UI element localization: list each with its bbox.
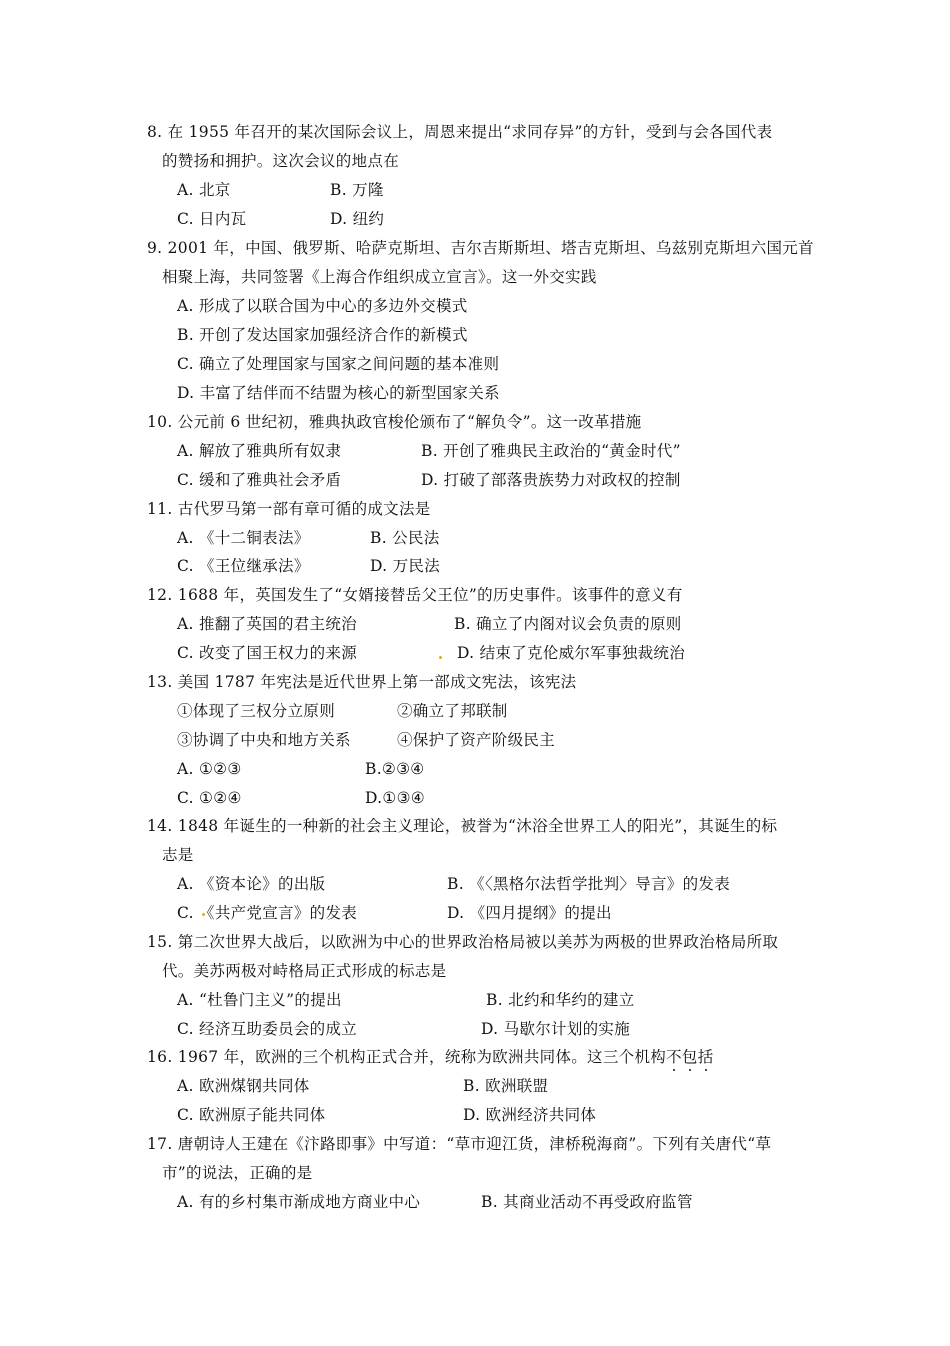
option-b: B. 北约和华约的建立 xyxy=(486,991,635,1009)
question-stem: 9. 2001 年，中国、俄罗斯、哈萨克斯坦、吉尔吉斯斯坦、塔吉克斯坦、乌兹别克斯坦六国元首 xyxy=(147,239,814,257)
statement-4: ④保护了资产阶级民主 xyxy=(397,731,556,749)
emphasis-char: 括 xyxy=(697,1048,714,1066)
option-c: C. 经济互助委员会的成立 xyxy=(177,1020,358,1038)
option-c: C. 日内瓦 xyxy=(177,210,247,228)
question-stem: 志是 xyxy=(162,846,194,864)
option-c: C. 缓和了雅典社会矛盾 xyxy=(177,471,342,489)
question-stem: 15. 第二次世界大战后，以欧洲为中心的世界政治格局被以美苏为两极的世界政治格局所取 xyxy=(147,933,779,951)
option-c: C. 改变了国王权力的来源 xyxy=(177,644,358,662)
option-d: D. 万民法 xyxy=(370,557,441,575)
option-b: B. 《〈黑格尔法哲学批判〉导言》的发表 xyxy=(447,875,730,893)
question-stem: 相聚上海，共同签署《上海合作组织成立宣言》。这一外交实践 xyxy=(162,268,597,286)
question-stem: 17. 唐朝诗人王建在《汴路即事》中写道：“草市迎江货，津桥税海商”。下列有关唐代“草 xyxy=(147,1135,772,1153)
option-b: B. 开创了发达国家加强经济合作的新模式 xyxy=(177,326,468,344)
question-stem: 10. 公元前 6 世纪初，雅典执政官梭伦颁布了“解负令”。这一改革措施 xyxy=(147,413,642,431)
option-b: B.②③④ xyxy=(365,760,425,778)
option-a: A. 推翻了英国的君主统治 xyxy=(177,615,357,633)
question-stem: 的赞扬和拥护。这次会议的地点在 xyxy=(162,152,400,170)
option-b: B. 确立了内阁对议会负责的原则 xyxy=(454,615,682,633)
option-d: D. 结束了克伦威尔军事独裁统治 xyxy=(457,644,686,662)
question-stem xyxy=(147,1047,714,1067)
option-a: A. 解放了雅典所有奴隶 xyxy=(177,442,342,460)
option-b: B. 其商业活动不再受政府监管 xyxy=(481,1193,693,1211)
option-d: D. 马歇尔计划的实施 xyxy=(481,1020,631,1038)
stray-mark xyxy=(439,656,442,659)
option-a: A. 欧洲煤钢共同体 xyxy=(177,1077,310,1095)
option-c: C. 《王位继承法》 xyxy=(177,557,310,575)
statement-3: ③协调了中央和地方关系 xyxy=(177,731,351,749)
option-d: D. 欧洲经济共同体 xyxy=(463,1106,597,1124)
question-stem: 市”的说法，正确的是 xyxy=(162,1164,313,1182)
option-b: B. 万隆 xyxy=(330,181,384,199)
option-a: A. 《十二铜表法》 xyxy=(177,529,310,547)
option-c: C. 确立了处理国家与国家之间问题的基本准则 xyxy=(177,355,500,373)
option-d: D. 纽约 xyxy=(330,210,385,228)
option-d: D. 丰富了结伴而不结盟为核心的新型国家关系 xyxy=(177,384,500,402)
question-stem: 12. 1688 年，英国发生了“女婿接替岳父王位”的历史事件。该事件的意义有 xyxy=(147,586,683,604)
option-b: B. 公民法 xyxy=(370,529,440,547)
stem-text: 16. 1967 年，欧洲的三个机构正式合并，统称为欧洲共同体。这三个机构 xyxy=(147,1048,667,1066)
option-a: A. 《资本论》的出版 xyxy=(177,875,326,893)
option-b: B. 欧洲联盟 xyxy=(463,1077,549,1095)
option-a: A. “杜鲁门主义”的提出 xyxy=(177,991,342,1009)
question-stem: 代。美苏两极对峙格局正式形成的标志是 xyxy=(162,962,447,980)
question-stem: 8. 在 1955 年召开的某次国际会议上，周恩来提出“求同存异”的方针，受到与会各国代表 xyxy=(147,123,773,141)
emphasis-char: 包 xyxy=(681,1048,698,1066)
option-c: C. 欧洲原子能共同体 xyxy=(177,1106,326,1124)
option-d: D.①③④ xyxy=(365,789,425,807)
option-a: A. 有的乡村集市渐成地方商业中心 xyxy=(177,1193,421,1211)
statement-1: ①体现了三权分立原则 xyxy=(177,702,336,720)
question-stem: 13. 美国 1787 年宪法是近代世界上第一部成文宪法，该宪法 xyxy=(147,673,577,691)
option-c: C. ①②④ xyxy=(177,789,242,807)
option-b: B. 开创了雅典民主政治的“黄金时代” xyxy=(421,442,681,460)
option-d: D. 打破了部落贵族势力对政权的控制 xyxy=(421,471,681,489)
option-a: A. 形成了以联合国为中心的多边外交模式 xyxy=(177,297,468,315)
option-c: C. 《共产党宣言》的发表 xyxy=(177,904,358,922)
statement-2: ②确立了邦联制 xyxy=(397,702,508,720)
emphasis-char: 不 xyxy=(666,1048,682,1066)
option-d: D. 《四月提纲》的提出 xyxy=(447,904,612,922)
option-a: A. 北京 xyxy=(177,181,231,199)
option-a: A. ①②③ xyxy=(177,760,242,778)
question-stem: 11. 古代罗马第一部有章可循的成文法是 xyxy=(147,500,431,518)
question-stem: 14. 1848 年诞生的一种新的社会主义理论，被誉为“沐浴全世界工人的阳光”，其诞生的标 xyxy=(147,817,778,835)
